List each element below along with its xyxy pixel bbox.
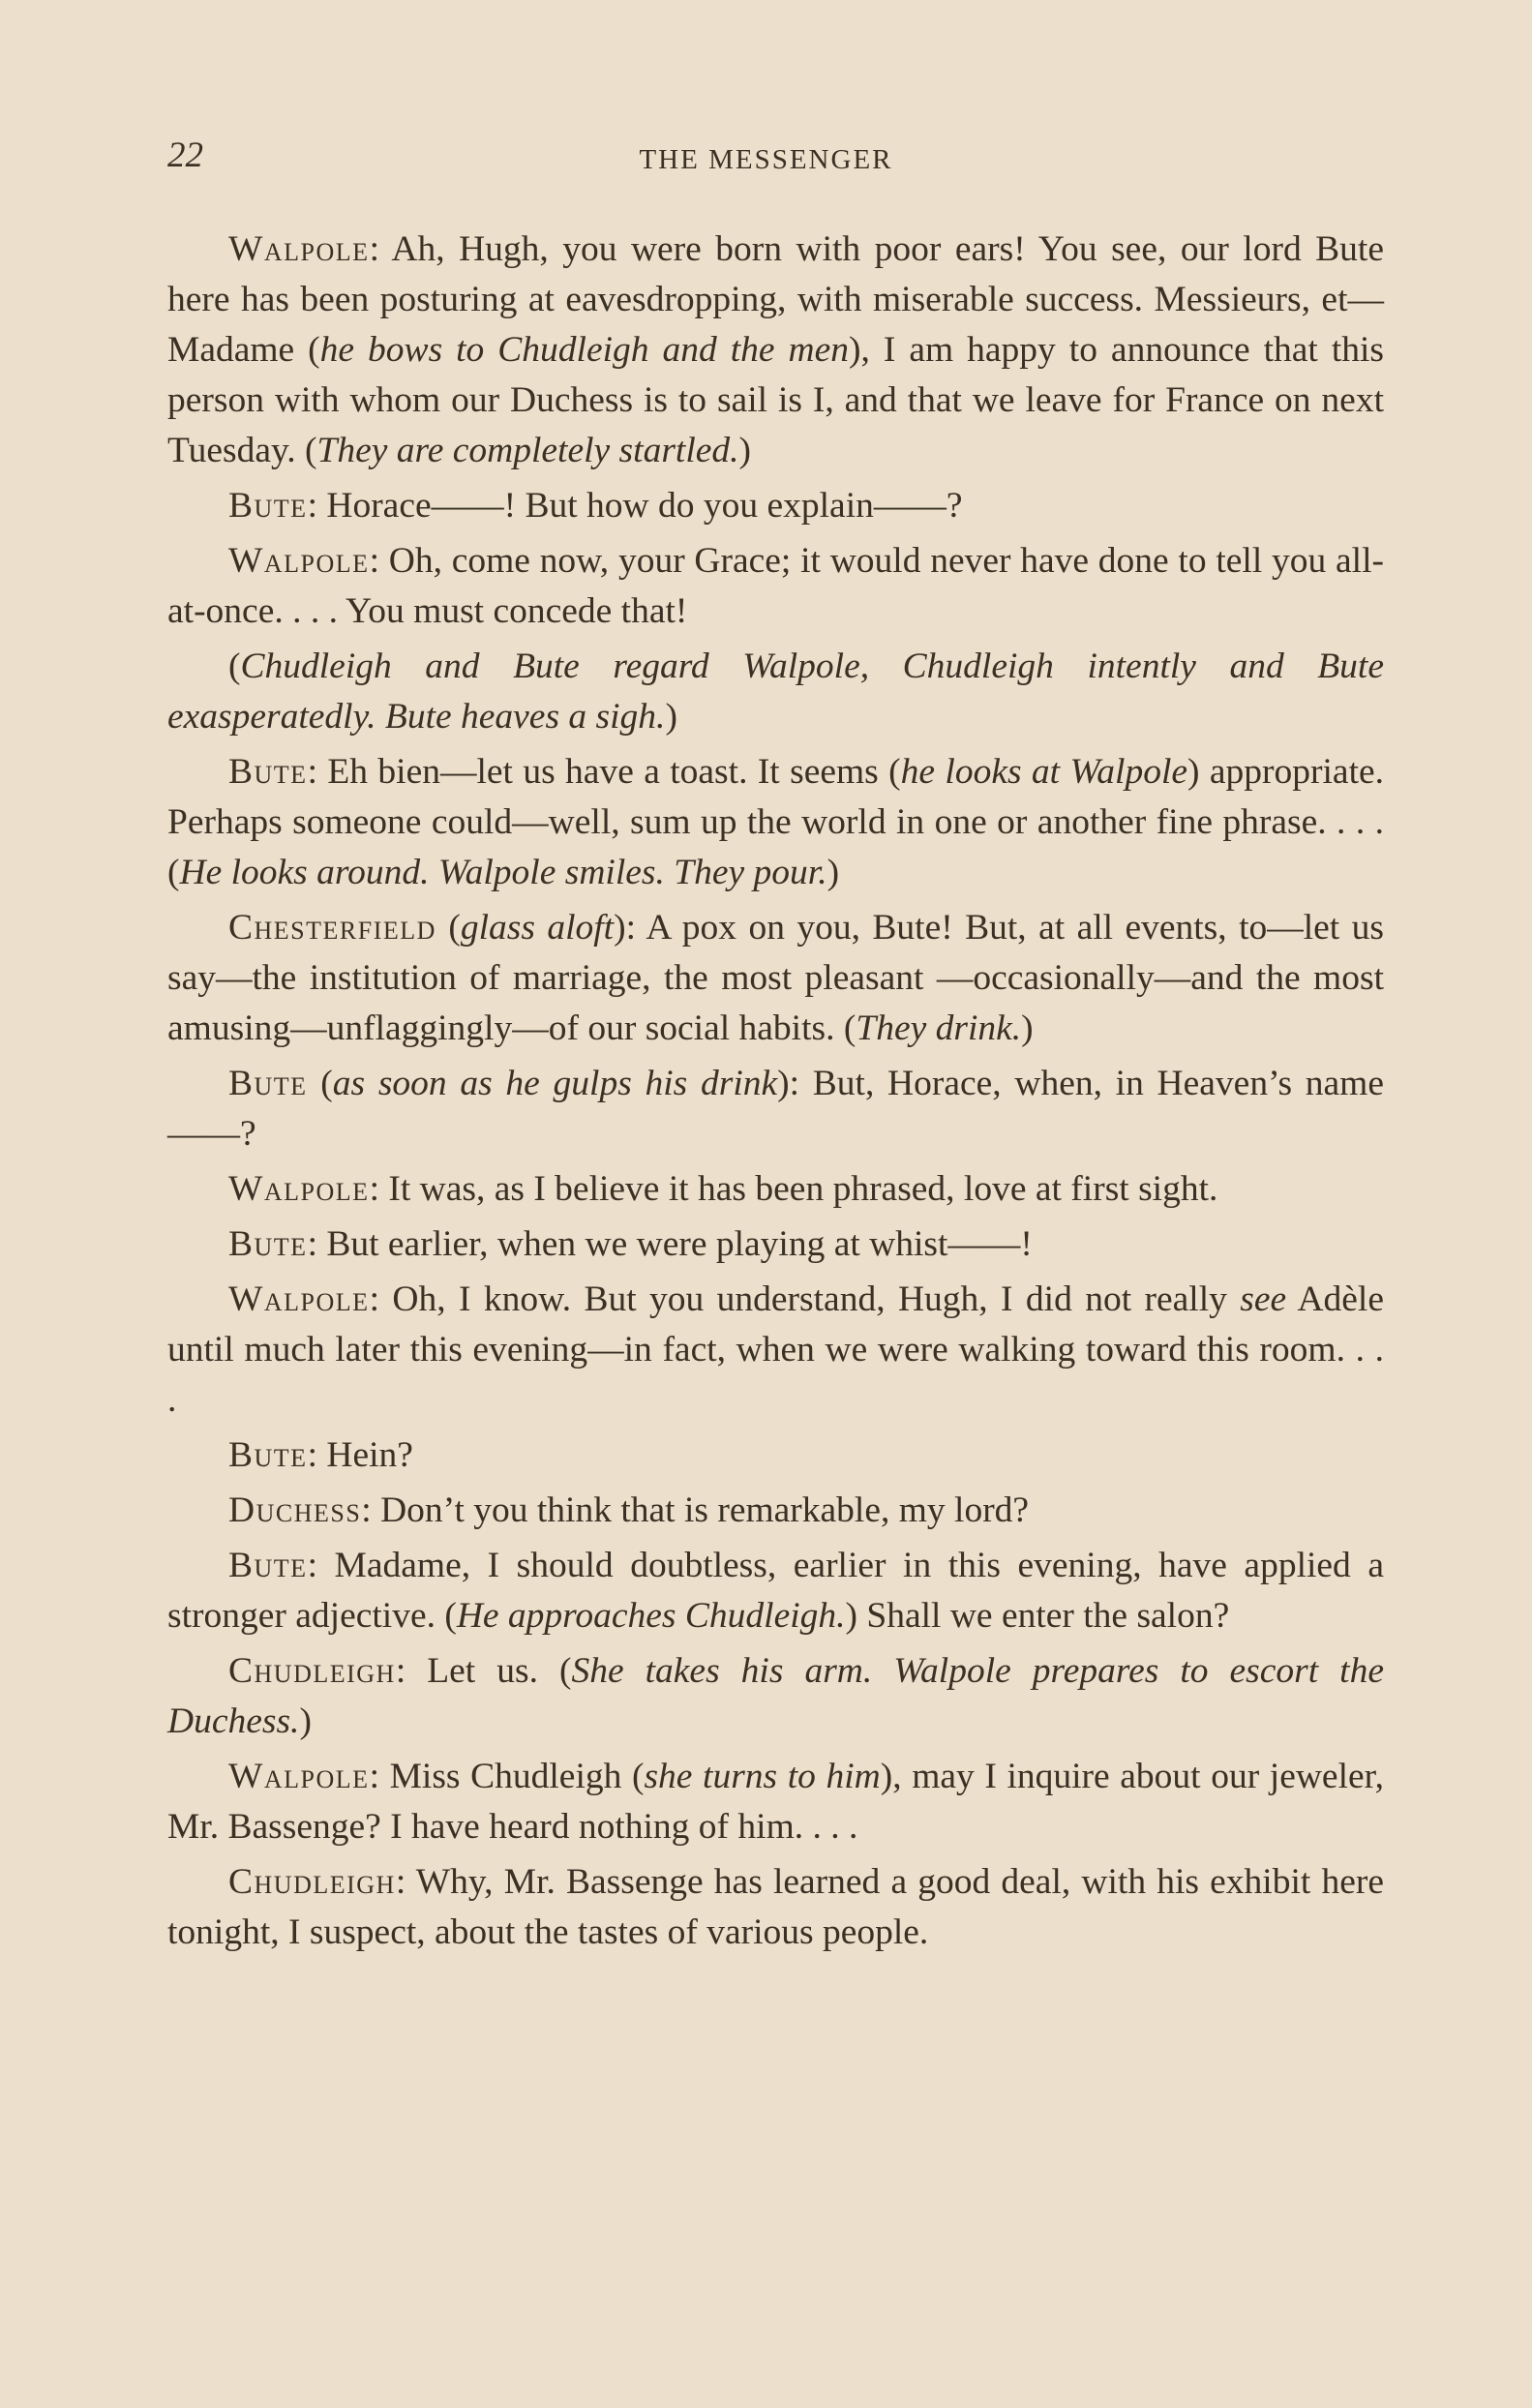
- stage-direction: They drink.: [856, 1008, 1022, 1048]
- dialogue-paragraph: [167, 536, 1384, 637]
- stage-direction: he looks at Walpole: [900, 752, 1188, 792]
- speech-text: ), I am happy to announce that this person with whom our Duchess is to sail is I, and that we leave for France on next Tuesday. (: [167, 330, 1384, 470]
- speech-text: : Oh, come now, your Grace; it would never have done to tell you all-at-once. . . . You must concede that!: [167, 541, 1384, 631]
- speaker-name: Chudleigh: [228, 1862, 396, 1902]
- speech-text: : Don’t you think that is remarkable, my lord?: [361, 1490, 1030, 1530]
- speech-text: ): But, Horace, when, in Heaven’s name——?: [167, 1064, 1384, 1154]
- speaker-name: Chesterfield: [228, 908, 436, 948]
- stage-direction: he bows to Chudleigh and the men: [319, 330, 850, 370]
- speech-text: (: [436, 908, 461, 948]
- speech-text: (: [228, 647, 241, 686]
- speech-text: : Eh bien—let us have a toast. It seems (: [307, 752, 901, 792]
- stage-direction: glass aloft: [460, 908, 615, 948]
- speaker-name: Walpole: [228, 1169, 370, 1209]
- speech-text: : It was, as I believe it has been phrased, love at first sight.: [369, 1169, 1218, 1209]
- speech-text: Adèle until much later this evening—in fact, when we were walking toward this room. . . .: [167, 1279, 1384, 1420]
- body-text: [167, 225, 1384, 1963]
- stage-direction: Chudleigh and Bute regard Walpole, Chudleigh intently and Bute exasperatedly. Bute heaves a sigh.: [167, 647, 1384, 737]
- dialogue-paragraph: [167, 903, 1384, 1054]
- dialogue-paragraph: [167, 747, 1384, 898]
- dialogue-paragraph: [167, 642, 1384, 742]
- running-head: THE MESSENGER: [639, 144, 893, 175]
- speaker-name: Bute: [228, 1224, 308, 1264]
- dialogue-paragraph: [167, 1275, 1384, 1426]
- dialogue-paragraph: [167, 1752, 1384, 1852]
- speech-text: ), may I inquire about our jeweler, Mr. Bassenge? I have heard nothing of him. . . .: [167, 1757, 1384, 1847]
- speech-text: ): [665, 697, 677, 737]
- speech-text: ): [1021, 1008, 1034, 1048]
- speech-text: : Madame, I should doubtless, earlier in this evening, have applied a stronger adjective. (: [167, 1546, 1384, 1636]
- stage-direction: She takes his arm. Walpole prepares to escort the Duchess.: [167, 1651, 1384, 1741]
- speech-text: ) Shall we enter the salon?: [845, 1596, 1230, 1636]
- speech-text: ): [299, 1701, 312, 1741]
- speech-text: ): [738, 431, 752, 470]
- speaker-name: Bute: [228, 1064, 308, 1103]
- dialogue-paragraph: [167, 1857, 1384, 1958]
- speaker-name: Chudleigh: [228, 1651, 396, 1691]
- speaker-name: Walpole: [228, 541, 370, 581]
- speech-text: : Let us. (: [395, 1651, 572, 1691]
- dialogue-paragraph: [167, 1059, 1384, 1159]
- speech-text: : Oh, I know. But you understand, Hugh, I did not really: [369, 1279, 1241, 1319]
- speaker-name: Duchess: [228, 1490, 362, 1530]
- speech-text: : Horace——! But how do you explain——?: [307, 486, 963, 526]
- speech-text: ): [826, 853, 840, 892]
- page-number: 22: [167, 135, 203, 175]
- speaker-name: Bute: [228, 1546, 308, 1585]
- speaker-name: Bute: [228, 752, 308, 792]
- speech-text: (: [307, 1064, 333, 1103]
- speaker-name: Walpole: [228, 229, 370, 269]
- dialogue-paragraph: [167, 1486, 1384, 1536]
- dialogue-paragraph: [167, 1430, 1384, 1481]
- dialogue-paragraph: [167, 1646, 1384, 1747]
- stage-direction: They are completely startled.: [316, 431, 739, 470]
- speaker-name: Walpole: [228, 1757, 370, 1796]
- speech-text: : Hein?: [307, 1435, 413, 1475]
- stage-direction: He looks around. Walpole smiles. They pour.: [179, 853, 827, 892]
- stage-direction: see: [1240, 1279, 1287, 1319]
- dialogue-paragraph: [167, 225, 1384, 476]
- speech-text: ): A pox on you, Bute! But, at all events, to—let us say—the institution of marriage, the most pleasant —occasionally—and the most amusing—unflaggingly—of our social habits. (: [167, 908, 1384, 1048]
- speaker-name: Walpole: [228, 1279, 370, 1319]
- dialogue-paragraph: [167, 1164, 1384, 1215]
- speech-text: : Why, Mr. Bassenge has learned a good deal, with his exhibit here tonight, I suspect, about the tastes of various people.: [167, 1862, 1384, 1952]
- speech-text: : Ah, Hugh, you were born with poor ears! You see, our lord Bute here has been posturing at eavesdropping, with miserable success. Messieurs, et—Madame (: [167, 229, 1384, 370]
- speech-text: : But earlier, when we were playing at whist——!: [307, 1224, 1033, 1264]
- dialogue-paragraph: [167, 1541, 1384, 1641]
- dialogue-paragraph: [167, 1219, 1384, 1270]
- stage-direction: she turns to him: [644, 1757, 881, 1796]
- stage-direction: He approaches Chudleigh.: [456, 1596, 846, 1636]
- speaker-name: Bute: [228, 1435, 308, 1475]
- speech-text: ) appropriate. Perhaps someone could—well, sum up the world in one or another fine phrase. . . . (: [167, 752, 1385, 892]
- speaker-name: Bute: [228, 486, 308, 526]
- stage-direction: as soon as he gulps his drink: [332, 1064, 778, 1103]
- speech-text: : Miss Chudleigh (: [369, 1757, 645, 1796]
- dialogue-paragraph: [167, 481, 1384, 531]
